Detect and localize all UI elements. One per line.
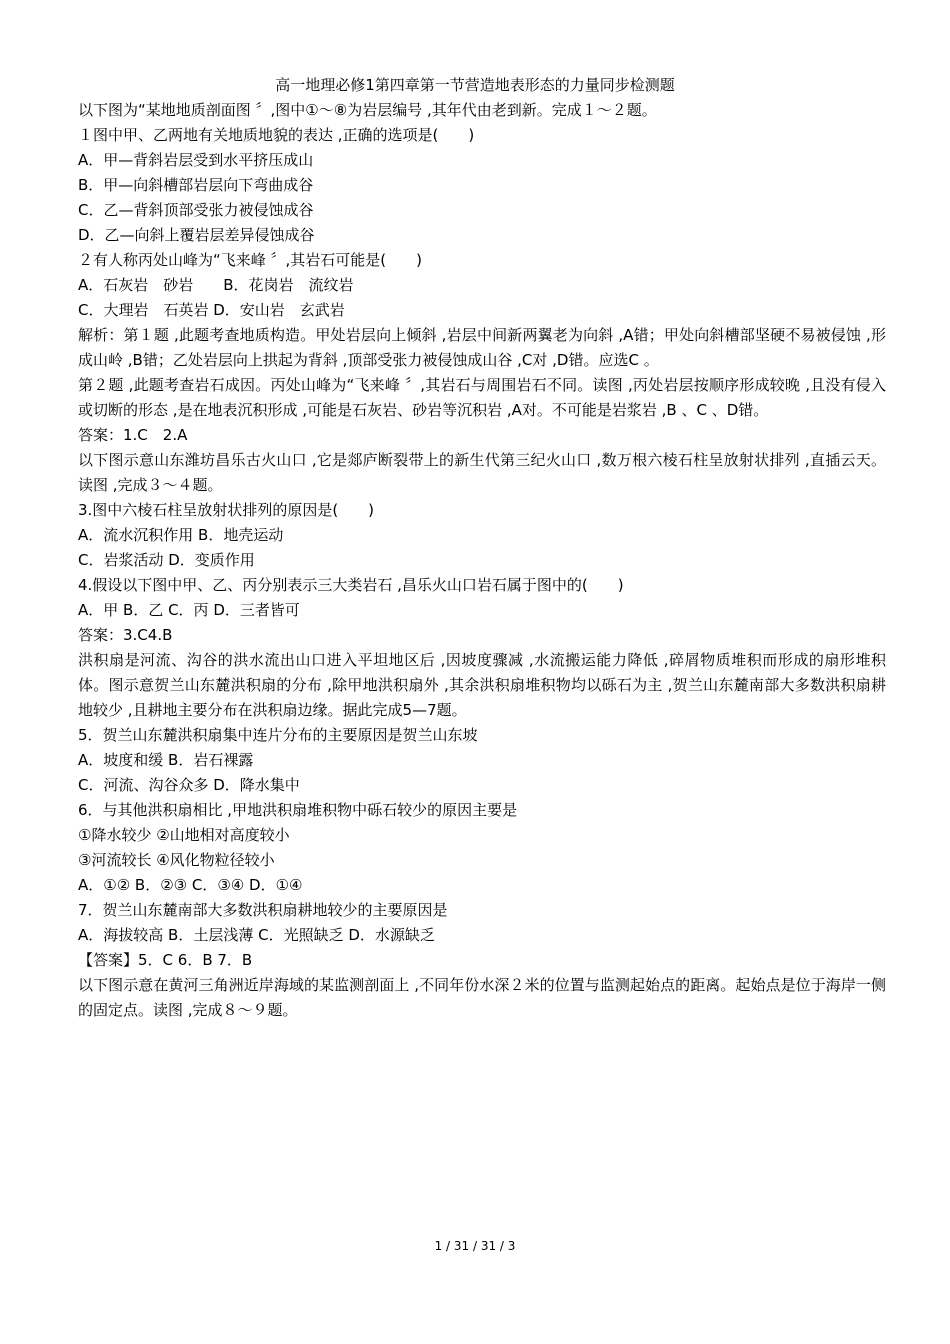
option-q1-b: B．甲—向斜槽部岩层向下弯曲成谷 [78, 176, 314, 194]
question-5: 5．贺兰山东麓洪积扇集中连片分布的主要原因是贺兰山东坡 [78, 726, 478, 744]
intro-paragraph-q5-7: 洪积扇是河流、沟谷的洪水流出山口进入平坦地区后 ,因坡度骤减 ,水流搬运能力降低 ,碎屑物质堆积而形成的扇形堆积体。图示意贺兰山东麓洪积扇的分布 ,除甲地洪积扇外 ,其余洪积扇堆积物均以砾石为主 ,贺兰山东麓南部大多数洪积扇耕地较少 ,且耕地主要分布在洪积扇边缘。据此完成5—7题。 [78, 651, 886, 719]
statements-q6-12: ①降水较少 ②山地相对高度较小 [78, 826, 290, 844]
question-1: １图中甲、乙两地有关地质地貌的表达 ,正确的选项是( ) [78, 126, 475, 144]
document-title: 高一地理必修1第四章第一节营造地表形态的力量同步检测题 [275, 76, 675, 94]
options-q5-cd: C．河流、沟谷众多 D．降水集中 [78, 776, 300, 794]
options-q3-ab: A．流水沉积作用 B．地壳运动 [78, 526, 284, 544]
intro-paragraph-q1-2: 以下图为“某地地质剖面图 〞,图中①～⑧为岩层编号 ,其年代由老到新。完成１～２题。 [78, 101, 657, 119]
question-7: 7．贺兰山东麓南部大多数洪积扇耕地较少的主要原因是 [78, 901, 448, 919]
intro-paragraph-q8-9: 以下图示意在黄河三角洲近岸海域的某监测剖面上 ,不同年份水深２米的位置与监测起始点的距离。起始点是位于海岸一侧的固定点。读图 ,完成８～９题。 [78, 976, 886, 1019]
options-q5-ab: A．坡度和缓 B．岩石裸露 [78, 751, 254, 769]
option-q1-c: C．乙—背斜顶部受张力被侵蚀成谷 [78, 201, 314, 219]
answer-q1-2: 答案：1.C 2.A [78, 426, 188, 444]
options-q4: A．甲 B．乙 C．丙 D．三者皆可 [78, 601, 300, 619]
question-4: 4.假设以下图中甲、乙、丙分别表示三大类岩石 ,昌乐火山口岩石属于图中的( ) [78, 576, 624, 594]
question-6: 6．与其他洪积扇相比 ,甲地洪积扇堆积物中砾石较少的原因主要是 [78, 801, 518, 819]
question-3: 3.图中六棱石柱呈放射状排列的原因是( ) [78, 501, 375, 519]
answer-q5-7: 【答案】5．C 6．B 7．B [78, 951, 253, 969]
options-q2-cd: C．大理岩 石英岩 D．安山岩 玄武岩 [78, 301, 345, 319]
options-q7: A．海拔较高 B．土层浅薄 C．光照缺乏 D．水源缺乏 [78, 926, 435, 944]
option-q1-a: A．甲—背斜岩层受到水平挤压成山 [78, 151, 314, 169]
intro-paragraph-q3-4: 以下图示意山东潍坊昌乐古火山口 ,它是郯庐断裂带上的新生代第三纪火山口 ,数万根六棱石柱呈放射状排列 ,直插云天。读图 ,完成３～４题。 [78, 451, 886, 494]
statements-q6-34: ③河流较长 ④风化物粒径较小 [78, 851, 275, 869]
answer-q3-4: 答案：3.C4.B [78, 626, 173, 644]
options-q3-cd: C．岩浆活动 D．变质作用 [78, 551, 255, 569]
document-body [68, 98, 886, 1023]
explanation-q2: 第２题 ,此题考查岩石成因。丙处山峰为“飞来峰 〞,其岩石与周围岩石不同。读图 ,丙处岩层按顺序形成较晚 ,且没有侵入或切断的形态 ,是在地表沉积形成 ,可能是石灰岩、砂岩等沉积岩 ,A对。不可能是岩浆岩 ,B 、C 、D错。 [78, 376, 886, 419]
options-q6: A．①② B．②③ C．③④ D．①④ [78, 876, 303, 894]
options-q2-ab: A．石灰岩 砂岩 B．花岗岩 流纹岩 [78, 276, 354, 294]
explanation-q1: 解析：第１题 ,此题考查地质构造。甲处岩层向上倾斜 ,岩层中间新两翼老为向斜 ,A错；甲处向斜槽部坚硬不易被侵蚀 ,形成山岭 ,B错；乙处岩层向上拱起为背斜 ,顶部受张力被侵蚀成山谷 ,C对 ,D错。应选C 。 [78, 326, 886, 369]
question-2: ２有人称丙处山峰为“飞来峰 〞,其岩石可能是( ) [78, 251, 423, 269]
option-q1-d: D．乙—向斜上覆岩层差异侵蚀成谷 [78, 226, 315, 244]
page-footer: 1 / 31 / 31 / 3 [434, 1239, 516, 1253]
